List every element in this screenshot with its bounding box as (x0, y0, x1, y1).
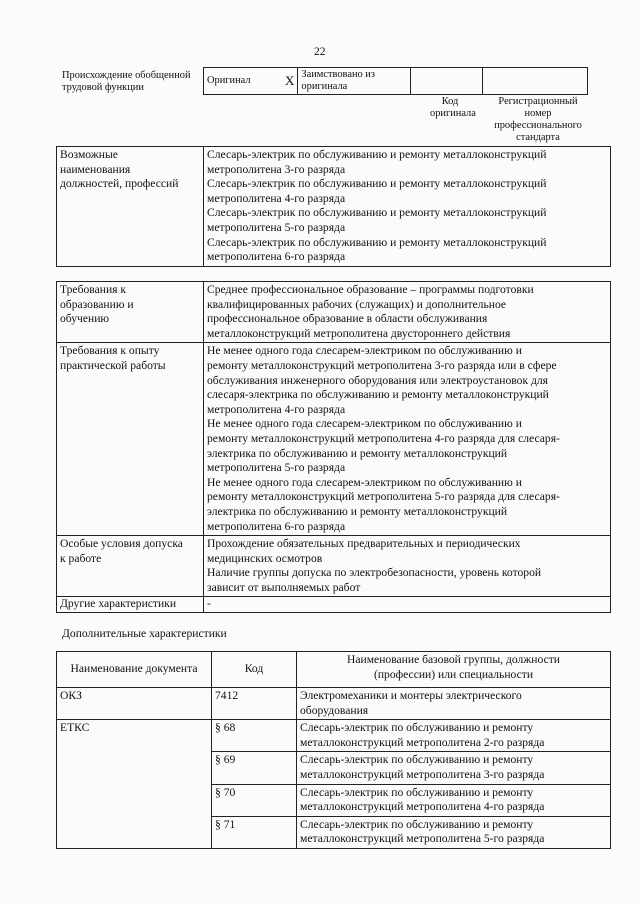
experience-text: Не менее одного года слесарем-электриком по обслуживанию и ремонту металлоконструкций метрополитена 3-го разряда или в сфере обслуживания инженерного оборудования или электроустановок для слесаря-электрика по обслуживанию и ремонту металлоконструкций метрополитена 4-го разряда Не менее одного года слесарем-электриком по обслуживанию и ремонту металлоконструкций метрополитена 4-го разряда для слесаря- электрика по обслуживанию и ремонту металлоконструкций метрополитена 5-го разряда Не менее одного года слесарем-электриком по обслуживанию и ремонту металлоконструкций метрополитена 5-го разряда для слесаря- электрика по обслуживанию и ремонту металлоконструкций метрополитена 6-го разряда (204, 343, 611, 536)
education-row (57, 282, 611, 343)
positions-label: Возможные наименования должностей, профессий (57, 147, 204, 267)
row-doc: ЕТКС (57, 720, 212, 752)
header-name: Наименование базовой группы, должности (профессии) или специальности (297, 652, 611, 688)
experience-label: Требования к опыту практической работы (57, 343, 204, 536)
row-name: Слесарь-электрик по обслуживанию и ремонту металлоконструкций метрополитена 2-го разряда (297, 720, 611, 752)
row-name: Слесарь-электрик по обслуживанию и ремонту металлоконструкций метрополитена 5-го разряда (297, 816, 611, 848)
reg-caption: Регистрационный номер профессионального стандарта (494, 96, 582, 143)
reg-number-cell (482, 68, 587, 95)
experience-row (57, 343, 611, 536)
special-conditions-row (57, 536, 611, 597)
row-name: Слесарь-электрик по обслуживанию и ремонту металлоконструкций метрополитена 3-го разряда (297, 752, 611, 784)
code-cell (410, 68, 482, 95)
special-conditions-label: Особые условия допуска к работе (57, 536, 204, 597)
original-cell (204, 68, 298, 95)
additional-header (57, 652, 611, 688)
origin-label: Происхождение обобщенной трудовой функции (62, 70, 191, 93)
original-mark: X (285, 73, 295, 88)
table-row (57, 816, 611, 848)
row-code: 7412 (212, 688, 297, 720)
row-code: § 69 (212, 752, 297, 784)
header-doc: Наименование документа (57, 652, 212, 688)
page-number: 22 (314, 45, 326, 58)
row-doc (57, 816, 212, 848)
code-caption: Код оригинала (430, 96, 476, 119)
other-characteristics-row (57, 597, 611, 613)
requirements-table (56, 281, 611, 613)
table-row (57, 688, 611, 720)
row-code: § 70 (212, 784, 297, 816)
row-doc (57, 752, 212, 784)
additional-title: Дополнительные характеристики (62, 627, 227, 640)
row-doc (57, 784, 212, 816)
borrowed-cell: Заимствовано из оригинала (298, 68, 410, 95)
additional-table (56, 651, 611, 849)
education-label: Требования к образованию и обучению (57, 282, 204, 343)
row-name: Слесарь-электрик по обслуживанию и ремонту металлоконструкций метрополитена 4-го разряда (297, 784, 611, 816)
other-characteristics-label: Другие характеристики (57, 597, 204, 613)
positions-table (56, 146, 611, 267)
positions-list: Слесарь-электрик по обслуживанию и ремонту металлоконструкций метрополитена 3-го разряда Слесарь-электрик по обслуживанию и ремонту металлоконструкций метрополитена 4-го разряда Слесарь-электрик по обслуживанию и ремонту металлоконструкций метрополитена 5-го разряда Слесарь-электрик по обслуживанию и ремонту металлоконструкций метрополитена 6-го разряда (204, 147, 611, 267)
header-code: Код (212, 652, 297, 688)
other-characteristics-text: - (204, 597, 611, 613)
row-doc: ОКЗ (57, 688, 212, 720)
table-row (57, 720, 611, 752)
table-row (57, 752, 611, 784)
table-row (57, 784, 611, 816)
row-code: § 68 (212, 720, 297, 752)
row-name: Электромеханики и монтеры электрического оборудования (297, 688, 611, 720)
row-code: § 71 (212, 816, 297, 848)
special-conditions-text: Прохождение обязательных предварительных и периодических медицинских осмотров Наличие группы допуска по электробезопасности, уровень которой зависит от выполняемых работ (204, 536, 611, 597)
origin-table (203, 67, 588, 95)
education-text: Среднее профессиональное образование – программы подготовки квалифицированных рабочих (служащих) и дополнительное профессиональное образование в области обслуживания металлоконструкций метрополитена двустороннего действия (204, 282, 611, 343)
original-label: Оригинал (207, 75, 251, 86)
